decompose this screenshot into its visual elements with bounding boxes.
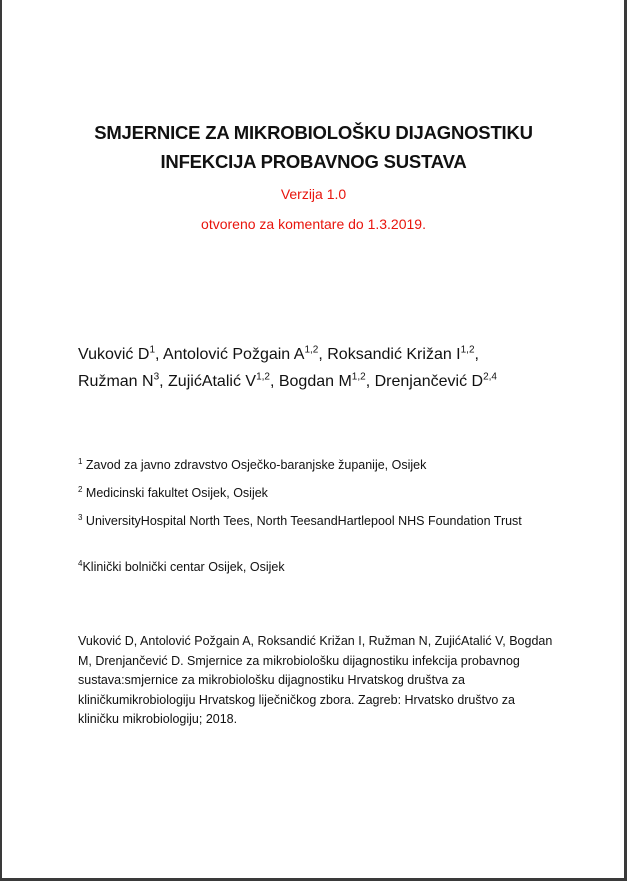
document-title xyxy=(40,118,587,176)
affiliation-4 xyxy=(78,558,548,576)
title-line-2: INFEKCIJA PROBAVNOG SUSTAVA xyxy=(160,151,467,172)
comments-deadline: otvoreno za komentare do 1.3.2019. xyxy=(201,216,426,232)
author: Bogdan M$^{1,2}$, xyxy=(278,371,375,390)
affiliation-number: 3 xyxy=(78,512,83,522)
author: Drenjančević D$^{2,4}$ xyxy=(374,371,497,390)
affiliation-number: 2 xyxy=(78,484,83,494)
author-affiliation-ref: 1,2 xyxy=(256,371,270,383)
affiliation-3 xyxy=(78,512,548,530)
author: ZujićAtalić V$^{1,2}$, xyxy=(168,371,279,390)
author: Antolović Požgain A$^{1,2}$, xyxy=(163,344,328,363)
citation-paragraph: Vuković D, Antolović Požgain A, Roksandić Križan I, Ružman N, ZujićAtalić V, Bogdan M, Drenjančević D. Smjernice za mikrobiološku dijagnostiku infekcija probavnog sustava:smjernice za mikrobiološku dijagnostiku Hrvatskog društva za kliničkumikrobiologiju Hrvatskog liječničkog zbora. Zagreb: Hrvatsko društvo za kliničku mikrobiologiju; 2018. xyxy=(78,634,553,726)
author: Vuković $D^1$, xyxy=(78,344,164,363)
author-list xyxy=(78,341,578,395)
affiliation-1 xyxy=(78,456,548,474)
author: Ružman $N^3$, xyxy=(78,371,169,390)
affiliation-number: 4 xyxy=(78,558,83,568)
title-line-1: SMJERNICE ZA MIKROBIOLOŠKU DIJAGNOSTIKU xyxy=(94,122,533,143)
author-affiliation-ref: 1,2 xyxy=(460,344,475,356)
affiliation-2 xyxy=(78,484,548,502)
author-affiliation-ref: 2,4 xyxy=(483,371,497,383)
author: Roksandić Križan I$^{1,2}$, xyxy=(327,344,479,363)
page-frame-left xyxy=(0,0,2,881)
author-affiliation-ref: 3 xyxy=(153,371,160,383)
author-affiliation-ref: 1,2 xyxy=(351,371,366,383)
affiliation-text: Zavod za javno zdravstvo Osječko-baranjske županije, Osijek xyxy=(82,458,427,472)
affiliation-text: UniversityHospital North Tees, North TeesandHartlepool NHS Foundation Trust xyxy=(82,514,522,528)
affiliation-text: Klinički bolnički centar Osijek, Osijek xyxy=(82,560,285,574)
affiliation-text: Medicinski fakultet Osijek, Osijek xyxy=(82,486,268,500)
affiliation-number: 1 xyxy=(78,456,83,466)
author-affiliation-ref: 1,2 xyxy=(304,344,319,356)
version-label: Verzija 1.0 xyxy=(280,186,347,202)
author-affiliation-ref: 1 xyxy=(149,344,155,356)
